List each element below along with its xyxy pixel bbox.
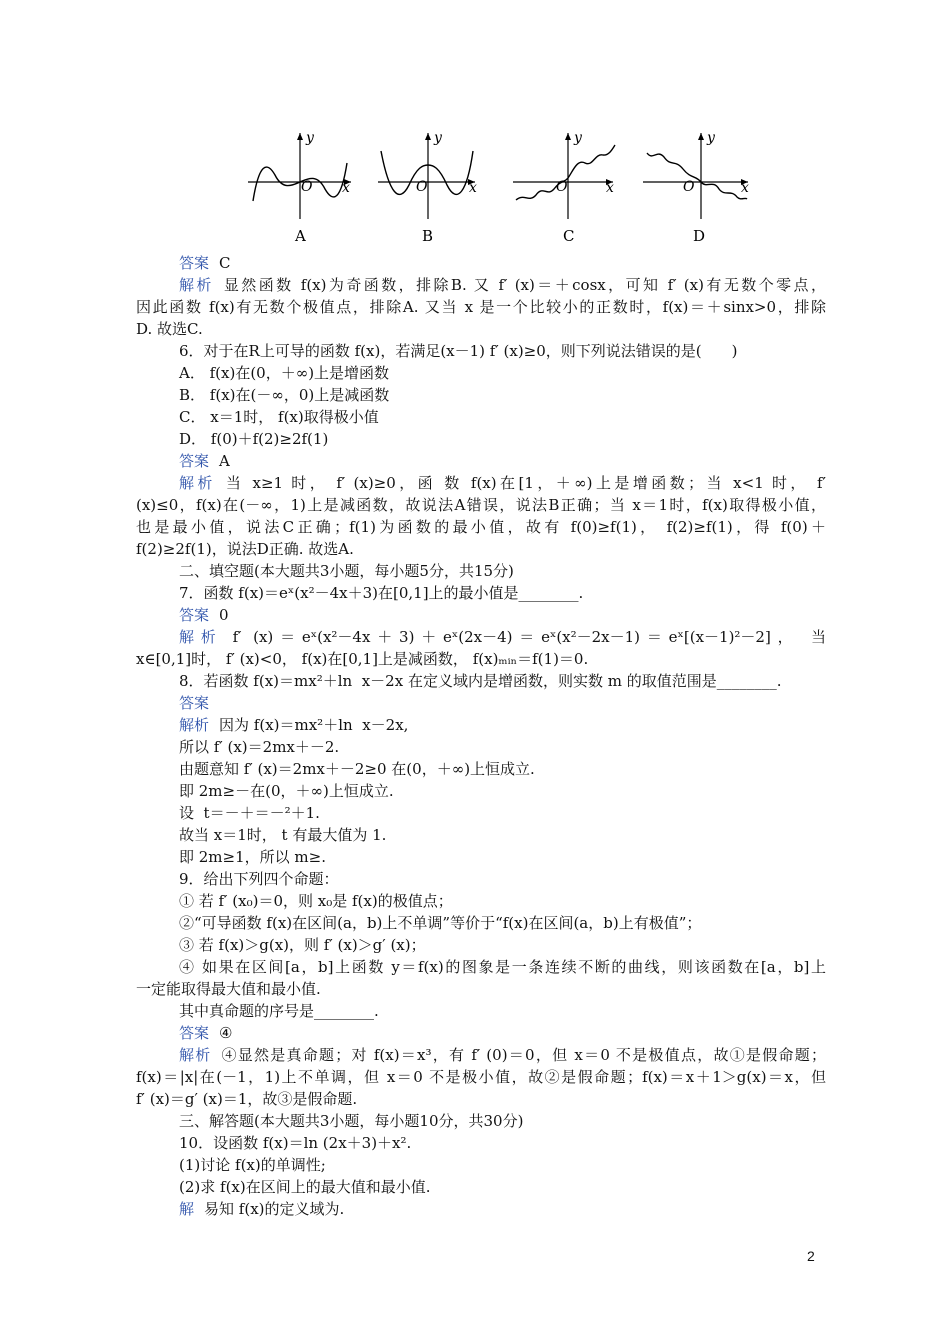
- text-line: [136, 384, 826, 406]
- line-text: ① 若 f′ (x₀)＝0，则 x₀是 f(x)的极值点；: [179, 892, 453, 910]
- line-text: ④显然是真命题；对 f(x)＝x³，有 f′ (0)＝0，但 x＝0 不是极值点，故①是假命题；: [221, 1046, 826, 1064]
- line-text: f(2)≥2f(1)，说法D正确. 故选A.: [136, 540, 354, 558]
- text-line: [136, 978, 826, 1000]
- line-text: B． f(x)在(－∞，0)上是减函数: [179, 386, 390, 404]
- text-line: [136, 934, 826, 956]
- text-line: [136, 1198, 826, 1220]
- text-line: [136, 780, 826, 802]
- function-graphs-figure: [243, 123, 763, 251]
- line-text: 因为 f(x)＝mx²＋ln x－2x,: [219, 716, 409, 734]
- graphs-svg: [243, 123, 763, 251]
- text-line: [136, 692, 826, 714]
- line-text: f′ (x)＝g′ (x)＝1，故③是假命题.: [136, 1090, 358, 1108]
- text-line: [136, 1088, 826, 1110]
- text-line: [136, 252, 826, 274]
- text-line: [136, 1022, 826, 1044]
- line-text: 三、解答题(本大题共3小题，每小题10分，共30分): [179, 1112, 524, 1130]
- graph-a-origin-label: O: [301, 179, 313, 195]
- line-text: A． f(x)在(0，＋∞)上是增函数: [179, 364, 390, 382]
- graph-a: [248, 130, 351, 245]
- line-text: C． x＝1时， f(x)取得极小值: [179, 408, 379, 426]
- line-text: ②“可导函数 f(x)在区间(a，b)上不单调”等价于“f(x)在区间(a，b)上有极值”；: [179, 914, 702, 932]
- line-text: 由题意知 f′ (x)＝2mx＋－2≥0 在(0，＋∞)上恒成立.: [179, 760, 535, 778]
- answer-tag: 解: [179, 1200, 195, 1218]
- text-line: [136, 824, 826, 846]
- graph-d: [643, 130, 749, 245]
- text-line: [136, 406, 826, 428]
- line-text: D． f(0)＋f(2)≥2f(1): [179, 430, 329, 448]
- line-text: 10．设函数 f(x)＝ln (2x＋3)＋x².: [179, 1134, 412, 1152]
- page-number: 2: [807, 1248, 815, 1264]
- line-text: 即 2m≥－在(0，＋∞)上恒成立.: [179, 782, 394, 800]
- text-line: [136, 1066, 826, 1088]
- text-line: [136, 626, 826, 648]
- answer-tag: 解析: [179, 628, 223, 646]
- line-text: 7．函数 f(x)＝eˣ(x²－4x＋3)在[0,1]上的最小值是________.: [179, 584, 584, 602]
- text-line: [136, 296, 826, 318]
- text-line: [136, 1000, 826, 1022]
- answer-tag: 解析: [179, 276, 214, 294]
- line-text: 显然函数 f(x)为奇函数，排除B. 又 f′ (x)＝＋cosx，可知 f′ (x)有无数个零点，: [223, 276, 826, 294]
- graph-b-x-label: x: [469, 180, 477, 196]
- line-text: ④: [219, 1024, 233, 1042]
- graph-b-origin-label: O: [416, 179, 428, 195]
- text-line: [136, 582, 826, 604]
- line-text: 所以 f′ (x)＝2mx＋－2.: [179, 738, 340, 756]
- answer-tag: 答案: [179, 254, 210, 272]
- line-text: C: [219, 254, 231, 272]
- text-line: [136, 956, 826, 978]
- graph-d-label: D: [693, 227, 706, 245]
- text-line: [136, 846, 826, 868]
- answer-tag: 答案: [179, 694, 210, 712]
- text-line: [136, 802, 826, 824]
- line-text: f′ (x)＝eˣ(x²－4x＋3)＋eˣ(2x－4)＝eˣ(x²－2x－1)＝eˣ[(x－1)²－2]， 当: [232, 628, 826, 646]
- text-line: [136, 758, 826, 780]
- graph-d-origin-label: O: [683, 179, 695, 195]
- graph-c-label: C: [563, 227, 575, 245]
- graph-a-y-label: y: [306, 130, 314, 146]
- line-text: (2)求 f(x)在区间上的最大值和最小值.: [179, 1178, 431, 1196]
- line-text: 6．对于在R上可导的函数 f(x)，若满足(x－1) f′ (x)≥0，则下列说法错误的是( ): [179, 342, 738, 360]
- line-text: (x)≤0，f(x)在(－∞，1)上是减函数，故说法A错误，说法B正确；当 x＝1时，f(x)取得极小值，: [136, 496, 826, 514]
- text-line: [136, 450, 826, 472]
- line-text: 一定能取得最大值和最小值.: [136, 980, 321, 998]
- line-text: 故当 x＝1时， t 有最大值为 1.: [179, 826, 387, 844]
- text-line: [136, 670, 826, 692]
- text-line: [136, 472, 826, 494]
- line-text: x∈[0,1]时， f′ (x)<0， f(x)在[0,1]上是减函数， f(x)ₘᵢₙ＝f(1)＝0.: [136, 650, 589, 668]
- text-line: [136, 604, 826, 626]
- line-text: ④ 如果在区间[a，b]上函数 y＝f(x)的图象是一条连续不断的曲线，则该函数在[a，b]上: [179, 958, 826, 976]
- answer-tag: 答案: [179, 452, 210, 470]
- answer-tag: 解析: [179, 474, 216, 492]
- line-text: D. 故选C.: [136, 320, 203, 338]
- line-text: 也是最小值，说法C正确；f(1)为函数的最小值，故有 f(0)≥f(1)， f(2)≥f(1)，得 f(0)＋: [136, 518, 826, 536]
- line-text: A: [219, 452, 230, 470]
- line-text: 8．若函数 f(x)＝mx²＋ln x－2x 在定义域内是增函数，则实数 m 的取值范围是________.: [179, 672, 782, 690]
- text-line: [136, 736, 826, 758]
- line-text: 易知 f(x)的定义域为.: [204, 1200, 345, 1218]
- line-text: (1)讨论 f(x)的单调性;: [179, 1156, 326, 1174]
- graph-b-y-label: y: [434, 130, 442, 146]
- text-line: [136, 340, 826, 362]
- line-text: 9．给出下列四个命题：: [179, 870, 339, 888]
- text-line: [136, 1154, 826, 1176]
- graph-a-x-label: x: [342, 180, 350, 196]
- text-line: [136, 516, 826, 538]
- line-text: ③ 若 f(x)＞g(x)，则 f′ (x)＞g′ (x)；: [179, 936, 426, 954]
- graph-c-y-label: y: [574, 130, 582, 146]
- text-line: [136, 538, 826, 560]
- text-line: [136, 890, 826, 912]
- answer-tag: 解析: [179, 1046, 212, 1064]
- graph-c-origin-label: O: [556, 179, 568, 195]
- text-line: [136, 560, 826, 582]
- text-line: [136, 1132, 826, 1154]
- graph-d-y-label: y: [707, 130, 715, 146]
- line-text: 即 2m≥1，所以 m≥.: [179, 848, 326, 866]
- page-body: [136, 252, 826, 1220]
- line-text: 因此函数 f(x)有无数个极值点，排除A. 又当 x 是一个比较小的正数时，f(x)＝＋sinx>0，排除: [136, 298, 826, 316]
- line-text: 二、填空题(本大题共3小题，每小题5分，共15分): [179, 562, 514, 580]
- text-line: [136, 714, 826, 736]
- text-line: [136, 1110, 826, 1132]
- graph-c-x-label: x: [606, 180, 614, 196]
- text-line: [136, 318, 826, 340]
- text-line: [136, 274, 826, 296]
- line-text: 0: [219, 606, 229, 624]
- graph-b-label: B: [422, 227, 434, 245]
- graph-a-label: A: [295, 227, 306, 245]
- line-text: 设 t＝－＋＝－²＋1.: [179, 804, 320, 822]
- text-line: [136, 648, 826, 670]
- line-text: 当 x≥1 时， f′ (x)≥0，函 数 f(x)在[1，＋∞)上是增函数；当 x<1 时， f′: [225, 474, 826, 492]
- graph-d-x-label: x: [741, 180, 749, 196]
- text-line: [136, 362, 826, 384]
- text-line: [136, 1176, 826, 1198]
- text-line: [136, 912, 826, 934]
- graph-b: [378, 130, 477, 245]
- text-line: [136, 868, 826, 890]
- line-text: f(x)＝|x|在(－1，1)上不单调，但 x＝0 不是极小值，故②是假命题；f(x)＝x＋1＞g(x)＝x，但: [136, 1068, 826, 1086]
- text-line: [136, 1044, 826, 1066]
- line-text: 其中真命题的序号是________.: [179, 1002, 379, 1020]
- answer-tag: 答案: [179, 1024, 210, 1042]
- graph-c: [513, 130, 615, 245]
- text-line: [136, 494, 826, 516]
- answer-tag: 答案: [179, 606, 210, 624]
- answer-tag: 解析: [179, 716, 210, 734]
- text-line: [136, 428, 826, 450]
